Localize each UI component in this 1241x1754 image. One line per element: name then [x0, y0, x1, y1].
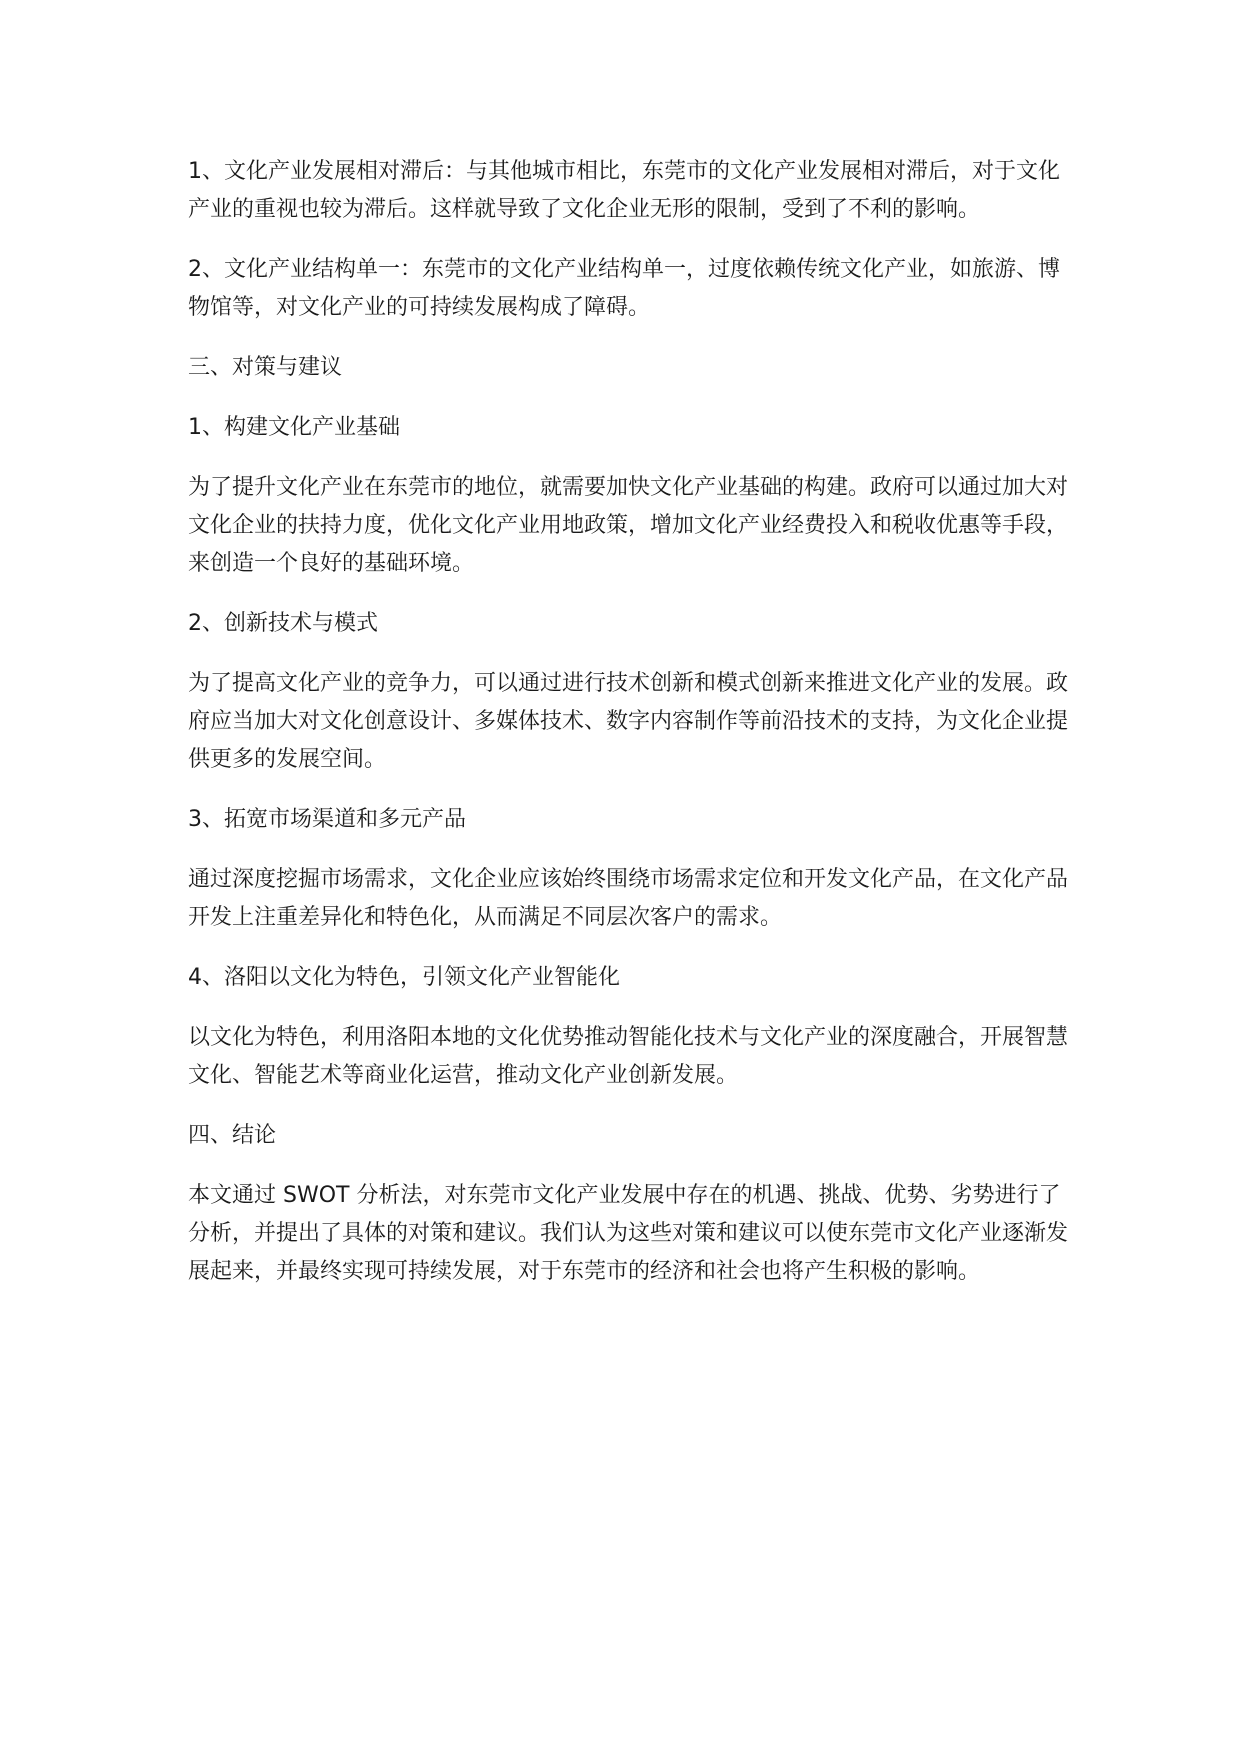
paragraph-weakness-1: 1、文化产业发展相对滞后：与其他城市相比，东莞市的文化产业发展相对滞后，对于文化产业的重视也较为滞后。这样就导致了文化企业无形的限制，受到了不利的影响。 — [188, 159, 1061, 222]
section-heading-conclusion: 四、结论 — [188, 1123, 277, 1148]
paragraph-3: 通过深度挖掘市场需求，文化企业应该始终围绕市场需求定位和开发文化产品，在文化产品开发上注重差异化和特色化，从而满足不同层次客户的需求。 — [188, 867, 1069, 930]
subheading-4: 4、洛阳以文化为特色，引领文化产业智能化 — [188, 965, 620, 990]
paragraph-4: 以文化为特色，利用洛阳本地的文化优势推动智能化技术与文化产业的深度融合，开展智慧文化、智能艺术等商业化运营，推动文化产业创新发展。 — [188, 1025, 1069, 1088]
document-body — [188, 153, 1078, 1313]
paragraph-conclusion: 本文通过 SWOT 分析法，对东莞市文化产业发展中存在的机遇、挑战、优势、劣势进行了分析，并提出了具体的对策和建议。我们认为这些对策和建议可以使东莞市文化产业逐渐发展起来，并最终实现可持续发展，对于东莞市的经济和社会也将产生积极的影响。 — [188, 1183, 1069, 1284]
paragraph-1: 为了提升文化产业在东莞市的地位，就需要加快文化产业基础的构建。政府可以通过加大对文化企业的扶持力度，优化文化产业用地政策，增加文化产业经费投入和税收优惠等手段，来创造一个良好的基础环境。 — [188, 475, 1069, 576]
subheading-3: 3、拓宽市场渠道和多元产品 — [188, 807, 466, 832]
subheading-1: 1、构建文化产业基础 — [188, 415, 400, 440]
section-heading-countermeasures: 三、对策与建议 — [188, 355, 343, 380]
subheading-2: 2、创新技术与模式 — [188, 611, 378, 636]
paragraph-2: 为了提高文化产业的竞争力，可以通过进行技术创新和模式创新来推进文化产业的发展。政府应当加大对文化创意设计、多媒体技术、数字内容制作等前沿技术的支持，为文化企业提供更多的发展空间。 — [188, 671, 1069, 772]
paragraph-weakness-2: 2、文化产业结构单一：东莞市的文化产业结构单一，过度依赖传统文化产业，如旅游、博物馆等，对文化产业的可持续发展构成了障碍。 — [188, 257, 1061, 320]
